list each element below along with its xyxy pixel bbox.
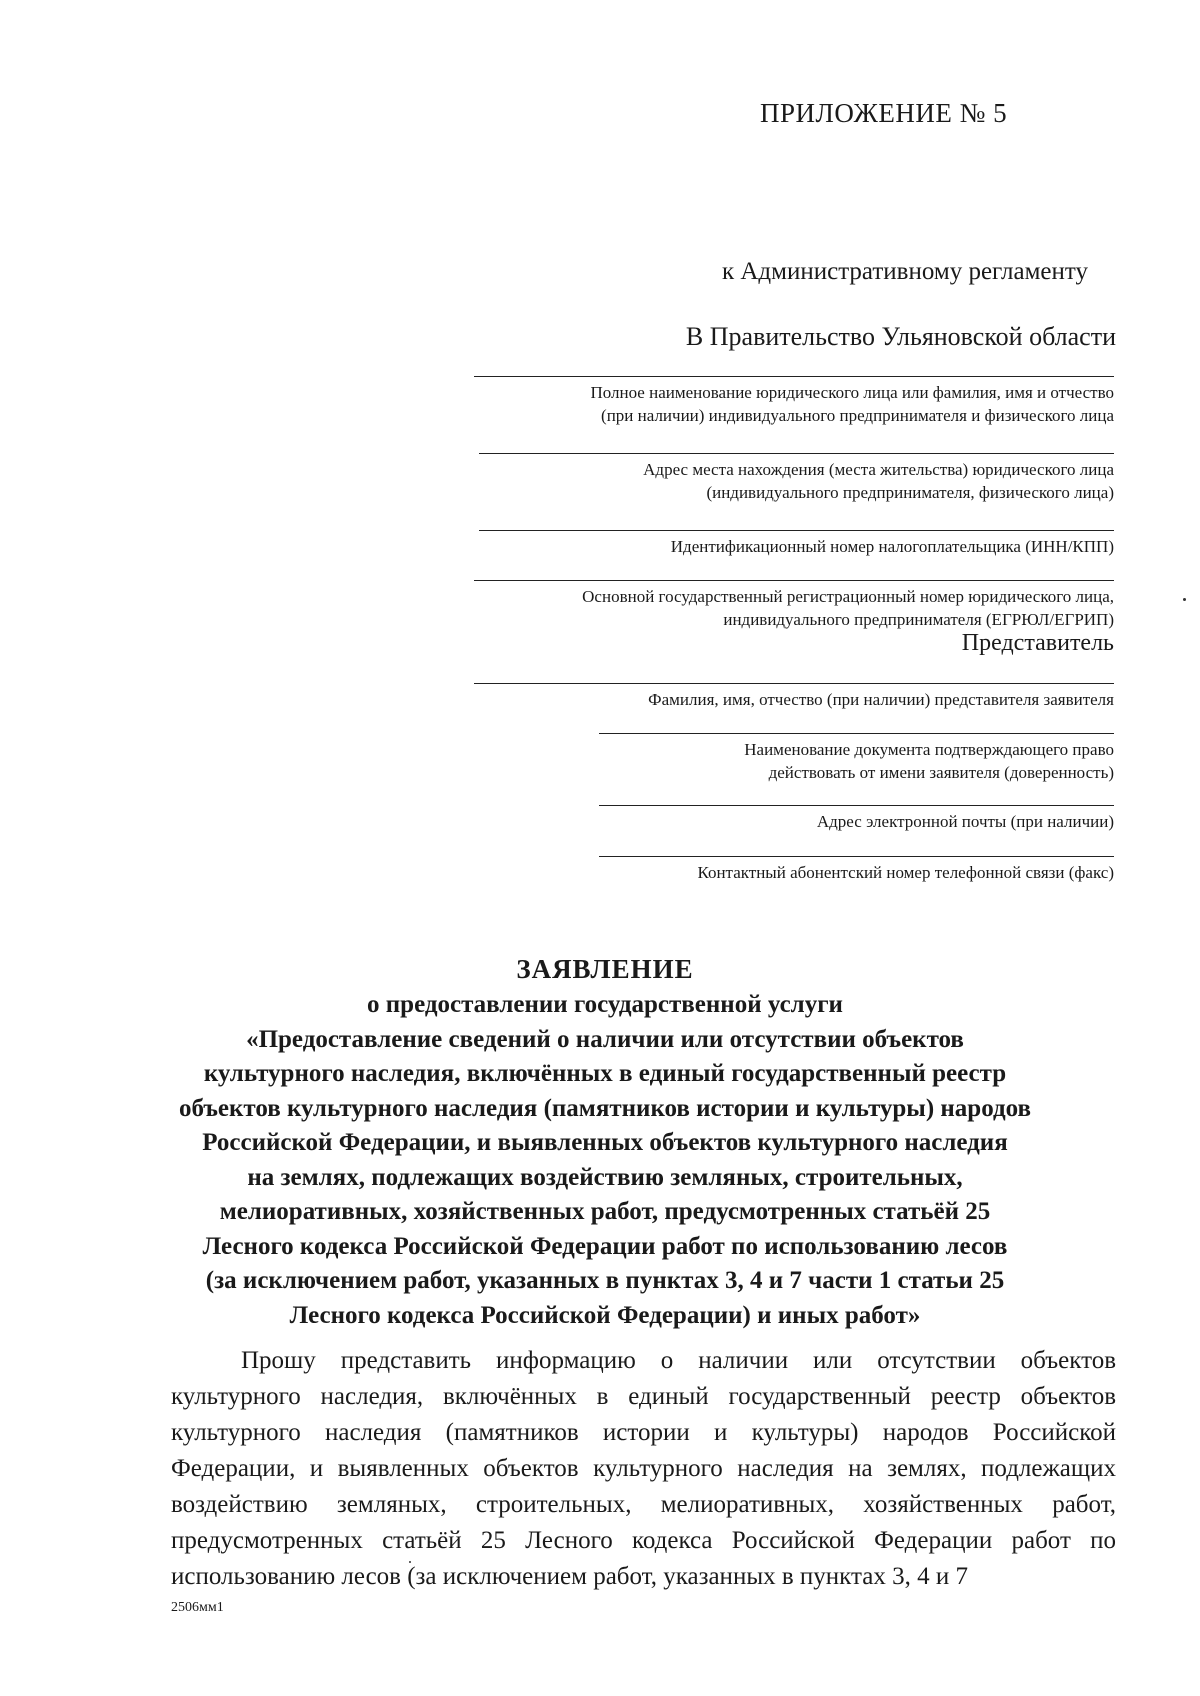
fill-line — [599, 733, 1114, 734]
fill-line — [474, 580, 1114, 581]
fill-line — [599, 856, 1114, 857]
fill-line — [474, 376, 1114, 377]
field-applicant-name — [474, 376, 1114, 427]
scan-speck — [1183, 598, 1186, 601]
service-title-line: Лесного кодекса Российской Федерации) и иных работ» — [289, 1301, 921, 1329]
field-caption-line: (при наличии) индивидуального предпринимателя и физического лица — [601, 406, 1114, 425]
statement-heading: ЗАЯВЛЕНИЕ — [516, 954, 694, 984]
field-caption-line: Наименование документа подтверждающего право — [744, 740, 1114, 759]
service-title-line: Лесного кодекса Российской Федерации работ по использованию лесов — [202, 1232, 1008, 1260]
service-title-line: Российской Федерации, и выявленных объектов культурного наследия — [202, 1129, 1008, 1156]
statement-block — [120, 950, 1090, 1333]
service-title-line: мелиоративных, хозяйственных работ, предусмотренных статьёй 25 — [219, 1198, 991, 1225]
scan-speck — [409, 1561, 411, 1563]
field-phone — [599, 856, 1114, 884]
service-title-line: объектов культурного наследия (памятников истории и культуры) народов — [178, 1094, 1032, 1122]
field-caption-line: Контактный абонентский номер телефонной связи (факс) — [697, 863, 1114, 882]
field-caption-line: Адрес места нахождения (места жительства) юридического лица — [643, 460, 1114, 479]
service-title-line: на землях, подлежащих воздействию земляных, строительных, — [247, 1163, 963, 1191]
request-text: Прошу представить информацию о наличии или отсутствии объектов культурного наследия, включённых в единый государственный реестр объектов культурного наследия (памятников истории и культуры) народов Российской Федерации, и выявленных объектов культурного наследия на землях, подлежащих воздействию земляных, строительных, мелиоративных, хозяйственных работ, предусмотренных статьёй 25 Лесного кодекса Российской Федерации работ по использованию лесов (за исключением работ, указанных в пунктах 3, 4 и 7 — [171, 1347, 1116, 1590]
fill-line — [479, 453, 1114, 454]
fill-line — [479, 530, 1114, 531]
service-title-line: (за исключением работ, указанных в пунктах 3, 4 и 7 части 1 статьи 25 — [205, 1267, 1005, 1294]
service-title-line: «Предоставление сведений о наличии или отсутствии объектов — [246, 1025, 964, 1053]
field-caption-line: Фамилия, имя, отчество (при наличии) представителя заявителя — [648, 690, 1114, 709]
field-caption-line: Полное наименование юридического лица или фамилия, имя и отчество — [590, 383, 1114, 402]
field-caption-line: Адрес электронной почты (при наличии) — [816, 812, 1114, 831]
field-applicant-address — [479, 453, 1114, 504]
field-caption-line: действовать от имени заявителя (доверенность) — [768, 763, 1114, 782]
fill-line — [599, 805, 1114, 806]
field-representative-name — [474, 683, 1114, 711]
representative-label: Представитель — [961, 630, 1114, 656]
statement-subheading: о предоставлении государственной услуги — [367, 991, 843, 1018]
document-code: 2506мм1 — [171, 1600, 224, 1615]
addressee: В Правительство Ульяновской области — [685, 322, 1116, 351]
appendix-title: ПРИЛОЖЕНИЕ № 5 — [760, 98, 1008, 128]
field-email — [599, 805, 1114, 833]
field-authority-document — [599, 733, 1114, 784]
regulation-reference: к Административному регламенту — [721, 258, 1088, 285]
fill-line — [474, 683, 1114, 684]
field-caption-line: Основной государственный регистрационный номер юридического лица, — [582, 587, 1114, 606]
field-registration-number — [474, 580, 1114, 631]
request-paragraph — [171, 1343, 1116, 1595]
field-taxpayer-id — [479, 530, 1114, 558]
service-title-line: культурного наследия, включённых в единый государственный реестр — [203, 1060, 1007, 1087]
field-caption-line: Идентификационный номер налогоплательщика (ИНН/КПП) — [670, 537, 1114, 556]
field-caption-line: (индивидуального предпринимателя, физического лица) — [706, 483, 1114, 502]
field-caption-line: индивидуального предпринимателя (ЕГРЮЛ/ЕГРИП) — [723, 610, 1114, 629]
